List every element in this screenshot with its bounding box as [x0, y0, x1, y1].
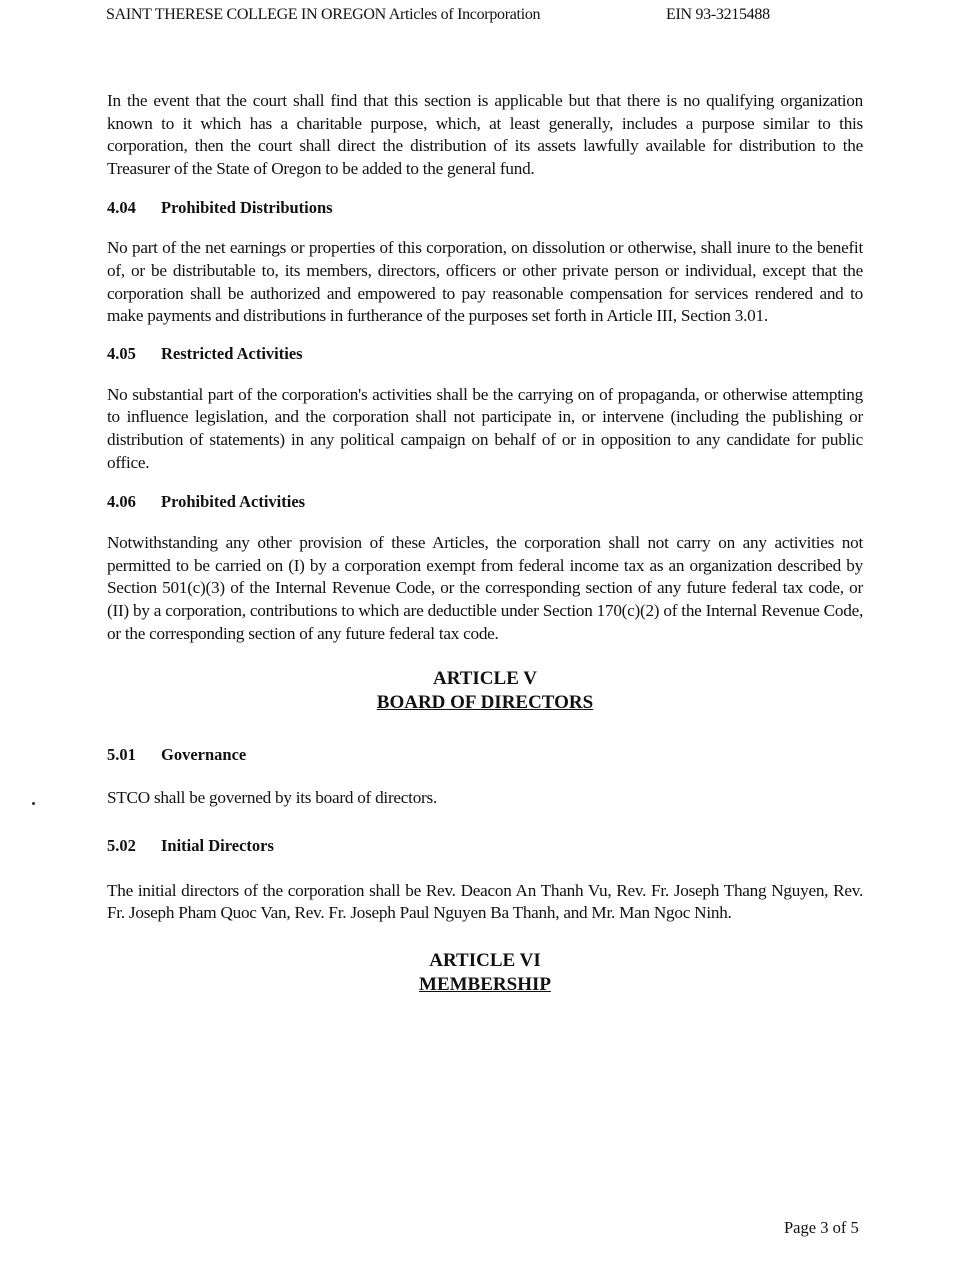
section-number: 5.01	[107, 745, 136, 765]
page-number: Page 3 of 5	[784, 1218, 859, 1237]
section-title: Restricted Activities	[161, 343, 303, 363]
section-number: 4.04	[107, 198, 136, 218]
article-title: BOARD OF DIRECTORS	[376, 692, 594, 714]
article-5-heading	[107, 667, 863, 715]
section-text-5-01: STCO shall be governed by its board of directors.	[107, 788, 437, 808]
section-heading-4-05	[107, 344, 863, 364]
section-text-4-04: No part of the net earnings or properties of this corporation, on dissolution or otherwise, shall inure to the benefit of, or be distributable to, its members, directors, officers or other private person or individual, except that the corporation shall be authorized and empowered to pay reasonable compensation for services rendered and to make payments and distributions in furtherance of the purposes set forth in Article III, Section 3.01.	[107, 238, 863, 326]
article-title: MEMBERSHIP	[419, 973, 551, 995]
scan-speck	[32, 802, 35, 805]
article-label: ARTICLE V	[432, 668, 538, 690]
section-title: Governance	[161, 745, 247, 765]
section-title: Prohibited Distributions	[161, 198, 333, 218]
section-text-4-06: Notwithstanding any other provision of these Articles, the corporation shall not carry on any activities not permitted to be carried on (I) by a corporation exempt from federal income tax as an organization described by Section 501(c)(3) of the Internal Revenue Code, or the corresponding section of any future federal tax code, or (II) by a corporation, contributions to which are deductible under Section 170(c)(2) of the Internal Revenue Code, or the corresponding section of any future federal tax code.	[107, 533, 863, 643]
section-text-5-02: The initial directors of the corporation shall be Rev. Deacon An Thanh Vu, Rev. Fr. Joseph Thang Nguyen, Rev. Fr. Joseph Pham Quoc Van, Rev. Fr. Joseph Paul Nguyen Ba Thanh, and Mr. Man Ngoc Ninh.	[107, 880, 863, 923]
section-heading-4-06	[107, 492, 863, 512]
article-label: ARTICLE VI	[429, 949, 541, 971]
section-heading-5-01	[107, 745, 863, 765]
section-number: 4.05	[107, 343, 136, 363]
section-title: Initial Directors	[161, 835, 274, 855]
ein-number: EIN 93-3215488	[666, 6, 770, 23]
section-number: 4.06	[107, 492, 136, 512]
section-text-4-05: No substantial part of the corporation's activities shall be the carrying on of propaganda, or otherwise attempting to influence legislation, and the corporation shall not participate in, or intervene (including the publishing or distribution of statements) in any political campaign on behalf of or in opposition to any candidate for public office.	[107, 384, 863, 472]
section-number: 5.02	[107, 835, 136, 855]
document-title: SAINT THERESE COLLEGE IN OREGON Articles of Incorporation	[106, 6, 541, 23]
document-body	[107, 90, 863, 997]
section-heading-4-04	[107, 198, 863, 218]
intro-paragraph: In the event that the court shall find that this section is applicable but that there is no qualifying organization known to it which has a charitable purpose, which, at least generally, includes a purpose similar to this corporation, then the court shall direct the distribution of its assets lawfully available for distribution to the Treasurer of the State of Oregon to be added to the general fund.	[107, 91, 863, 178]
article-6-heading	[107, 949, 863, 997]
section-title: Prohibited Activities	[161, 492, 306, 512]
section-heading-5-02	[107, 836, 863, 856]
